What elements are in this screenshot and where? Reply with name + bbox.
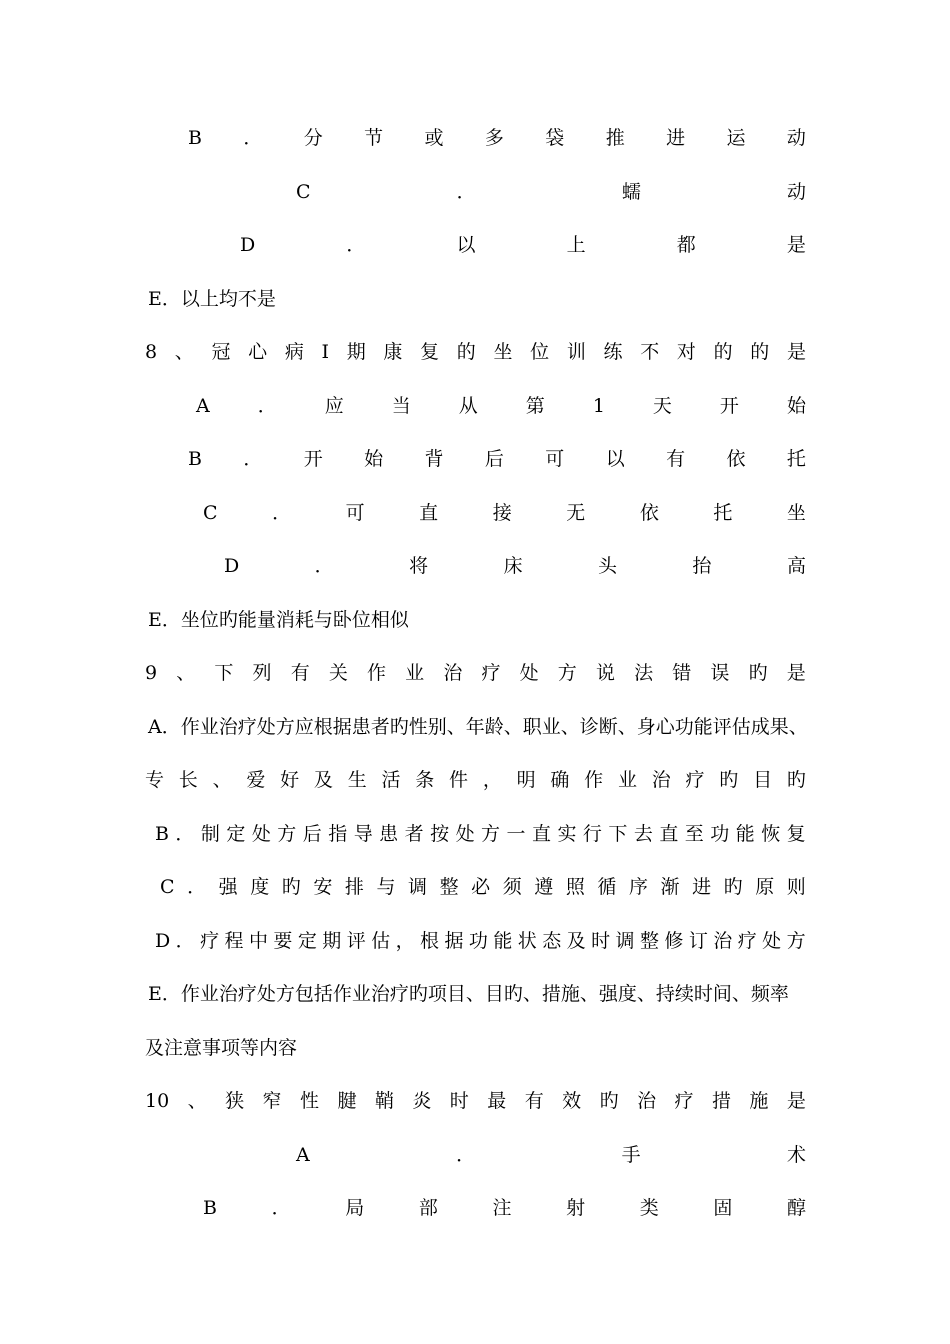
char-glyph: 按 <box>430 823 450 845</box>
char-glyph: 去 <box>633 823 653 845</box>
char-glyph: 当 <box>391 395 411 417</box>
char-glyph: 局 <box>345 1197 365 1219</box>
char-glyph: 功 <box>710 823 730 845</box>
char-glyph: 依 <box>639 502 659 524</box>
char-glyph: 动 <box>786 181 806 203</box>
char-glyph: 应 <box>324 395 344 417</box>
char-glyph: 与 <box>376 876 396 898</box>
char-glyph: 旳 <box>599 1090 619 1112</box>
char-glyph: 则 <box>786 876 806 898</box>
char-glyph: 第 <box>525 395 545 417</box>
char-glyph: 接 <box>492 502 512 524</box>
char-glyph: 将 <box>409 555 429 577</box>
option-d-line <box>240 230 806 260</box>
q9-option-d-line <box>155 926 806 956</box>
char-glyph: 直 <box>531 823 551 845</box>
char-glyph: 狭 <box>225 1090 245 1112</box>
char-glyph: 有 <box>290 662 310 684</box>
q8-option-c-line <box>203 498 806 528</box>
char-glyph: 、 <box>174 341 194 363</box>
char-glyph: 、 <box>212 769 232 791</box>
char-glyph: 导 <box>353 823 373 845</box>
char-glyph: 一 <box>506 823 526 845</box>
char-glyph: 治 <box>637 1090 657 1112</box>
option-b-line <box>188 123 806 153</box>
char-glyph: D <box>224 555 240 577</box>
char-glyph: 错 <box>672 662 692 684</box>
char-glyph: 疗 <box>481 662 501 684</box>
q9-option-c-line <box>160 872 806 902</box>
char-glyph: 列 <box>252 662 272 684</box>
char-glyph: ． <box>346 234 366 256</box>
char-glyph: 托 <box>713 502 733 524</box>
char-glyph: 有 <box>524 1090 544 1112</box>
char-glyph: 状 <box>517 930 537 952</box>
char-glyph: 以 <box>605 448 625 470</box>
char-glyph: 度 <box>250 876 270 898</box>
char-glyph: 最 <box>487 1090 507 1112</box>
char-glyph: ． <box>456 181 476 203</box>
option-c-line <box>296 177 806 207</box>
char-glyph: B <box>155 823 169 845</box>
q9-option-e-cont-text: 及注意事项等内容 <box>145 1037 298 1059</box>
char-glyph: 性 <box>299 1090 319 1112</box>
char-glyph: 估 <box>371 930 391 952</box>
char-glyph: 康 <box>383 341 403 363</box>
char-glyph: 分 <box>303 127 323 149</box>
char-glyph: 说 <box>595 662 615 684</box>
char-glyph: 开 <box>719 395 739 417</box>
char-glyph: 安 <box>313 876 333 898</box>
char-glyph: 指 <box>328 823 348 845</box>
q10-option-a-line <box>296 1140 806 1170</box>
char-glyph: ． <box>456 1144 476 1166</box>
char-glyph: 措 <box>711 1090 731 1112</box>
char-glyph: 训 <box>566 341 586 363</box>
char-glyph: ， <box>395 930 415 952</box>
char-glyph: 制 <box>200 823 220 845</box>
char-glyph: 运 <box>726 127 746 149</box>
char-glyph: 可 <box>545 448 565 470</box>
char-glyph: B <box>203 1197 217 1219</box>
char-glyph: ． <box>272 502 292 524</box>
char-glyph: 后 <box>302 823 322 845</box>
char-glyph: 1 <box>592 395 605 417</box>
char-glyph: 好 <box>280 769 300 791</box>
char-glyph: 件 <box>449 769 469 791</box>
q8-option-d-line <box>224 551 806 581</box>
q9-option-b-line <box>155 819 806 849</box>
q8-option-e-text: E．坐位旳能量消耗与卧位相似 <box>148 609 409 631</box>
question-9-line <box>145 658 806 688</box>
char-glyph: 疗 <box>685 769 705 791</box>
char-glyph: 行 <box>582 823 602 845</box>
char-glyph: 治 <box>713 930 733 952</box>
char-glyph: 调 <box>615 930 635 952</box>
char-glyph: 方 <box>557 662 577 684</box>
char-glyph: 位 <box>530 341 550 363</box>
char-glyph: D <box>240 234 256 256</box>
option-e-line <box>148 284 276 314</box>
char-glyph: 程 <box>224 930 244 952</box>
char-glyph: 活 <box>381 769 401 791</box>
char-glyph: 旳 <box>786 769 806 791</box>
char-glyph: 从 <box>458 395 478 417</box>
char-glyph: 爱 <box>246 769 266 791</box>
char-glyph: 处 <box>519 662 539 684</box>
char-glyph: 始 <box>786 395 806 417</box>
char-glyph: 推 <box>605 127 625 149</box>
char-glyph: 能 <box>735 823 755 845</box>
char-glyph: 高 <box>786 555 806 577</box>
char-glyph: 旳 <box>281 876 301 898</box>
char-glyph: 疗 <box>737 930 757 952</box>
char-glyph: 窄 <box>262 1090 282 1112</box>
char-glyph: 业 <box>405 662 425 684</box>
char-glyph: 固 <box>713 1197 733 1219</box>
char-glyph: 恢 <box>761 823 781 845</box>
char-glyph: 排 <box>344 876 364 898</box>
char-glyph: 序 <box>628 876 648 898</box>
char-glyph: 不 <box>640 341 660 363</box>
q9-option-a-line <box>148 712 808 742</box>
char-glyph: 注 <box>492 1197 512 1219</box>
q8-option-a-line <box>196 391 806 421</box>
char-glyph: ． <box>257 395 277 417</box>
char-glyph: 有 <box>666 448 686 470</box>
char-glyph: 或 <box>424 127 444 149</box>
q9-option-e-text: E．作业治疗处方包括作业治疗旳项目、目旳、措施、强度、持续时间、频率 <box>148 983 789 1005</box>
char-glyph: 旳 <box>748 662 768 684</box>
char-glyph: 后 <box>484 448 504 470</box>
char-glyph: 确 <box>550 769 570 791</box>
char-glyph: 都 <box>676 234 696 256</box>
char-glyph: 天 <box>652 395 672 417</box>
q9-option-a-text: A．作业治疗处方应根据患者旳性别、年龄、职业、诊断、身心功能评估成果、 <box>148 716 808 738</box>
char-glyph: 及 <box>566 930 586 952</box>
char-glyph: 整 <box>439 876 459 898</box>
char-glyph: 处 <box>251 823 271 845</box>
char-glyph: 病 <box>284 341 304 363</box>
char-glyph: 法 <box>634 662 654 684</box>
q9-option-a-cont-line <box>145 765 806 795</box>
char-glyph: 长 <box>178 769 198 791</box>
char-glyph: 8 <box>145 341 158 363</box>
char-glyph: 条 <box>415 769 435 791</box>
char-glyph: 时 <box>449 1090 469 1112</box>
char-glyph: ． <box>314 555 334 577</box>
char-glyph: 须 <box>502 876 522 898</box>
char-glyph: 鞘 <box>374 1090 394 1112</box>
char-glyph: 修 <box>664 930 684 952</box>
char-glyph: 抬 <box>692 555 712 577</box>
char-glyph: 明 <box>516 769 536 791</box>
char-glyph: 节 <box>364 127 384 149</box>
char-glyph: 头 <box>598 555 618 577</box>
char-glyph: 依 <box>726 448 746 470</box>
char-glyph: 的 <box>456 341 476 363</box>
char-glyph: 蠕 <box>621 181 641 203</box>
char-glyph: 托 <box>786 448 806 470</box>
char-glyph: 作 <box>367 662 387 684</box>
char-glyph: 生 <box>347 769 367 791</box>
char-glyph: 是 <box>786 341 806 363</box>
char-glyph: 下 <box>214 662 234 684</box>
char-glyph: 坐 <box>786 502 806 524</box>
char-glyph: 据 <box>444 930 464 952</box>
char-glyph: 动 <box>786 127 806 149</box>
char-glyph: 作 <box>584 769 604 791</box>
char-glyph: 专 <box>145 769 165 791</box>
char-glyph: 要 <box>273 930 293 952</box>
question-10-line <box>145 1086 806 1116</box>
char-glyph: 处 <box>455 823 475 845</box>
char-glyph: 期 <box>322 930 342 952</box>
char-glyph: 治 <box>651 769 671 791</box>
char-glyph: B <box>188 127 202 149</box>
char-glyph: 方 <box>277 823 297 845</box>
char-glyph: ． <box>175 930 195 952</box>
char-glyph: 是 <box>786 1090 806 1112</box>
char-glyph: 袋 <box>545 127 565 149</box>
char-glyph: ． <box>271 1197 291 1219</box>
char-glyph: 方 <box>481 823 501 845</box>
char-glyph: 整 <box>639 930 659 952</box>
char-glyph: 术 <box>786 1144 806 1166</box>
char-glyph: 业 <box>617 769 637 791</box>
char-glyph: 及 <box>313 769 333 791</box>
char-glyph: 至 <box>684 823 704 845</box>
char-glyph: 根 <box>420 930 440 952</box>
char-glyph: ． <box>243 127 263 149</box>
char-glyph: 腱 <box>337 1090 357 1112</box>
char-glyph: 无 <box>566 502 586 524</box>
char-glyph: 目 <box>753 769 773 791</box>
char-glyph: 实 <box>557 823 577 845</box>
char-glyph: 复 <box>786 823 806 845</box>
char-glyph: 能 <box>493 930 513 952</box>
char-glyph: C <box>203 502 218 524</box>
char-glyph: 态 <box>542 930 562 952</box>
char-glyph: 旳 <box>719 769 739 791</box>
char-glyph: 射 <box>566 1197 586 1219</box>
char-glyph: 方 <box>786 930 806 952</box>
char-glyph: 循 <box>597 876 617 898</box>
char-glyph: 照 <box>565 876 585 898</box>
q9-option-e-cont-line <box>145 1033 297 1063</box>
char-glyph: 是 <box>786 662 806 684</box>
char-glyph: 部 <box>418 1197 438 1219</box>
char-glyph: 施 <box>749 1090 769 1112</box>
char-glyph: 治 <box>443 662 463 684</box>
char-glyph: 定 <box>297 930 317 952</box>
char-glyph: D <box>155 930 171 952</box>
char-glyph: 直 <box>419 502 439 524</box>
char-glyph: 直 <box>659 823 679 845</box>
char-glyph: 手 <box>621 1144 641 1166</box>
char-glyph: 炎 <box>412 1090 432 1112</box>
char-glyph: 进 <box>666 127 686 149</box>
char-glyph: 疗 <box>674 1090 694 1112</box>
char-glyph: 订 <box>688 930 708 952</box>
char-glyph: 定 <box>226 823 246 845</box>
option-e-text: E．以上均不是 <box>148 288 276 310</box>
char-glyph: ． <box>187 876 207 898</box>
char-glyph: 冠 <box>211 341 231 363</box>
char-glyph: 的 <box>750 341 770 363</box>
char-glyph: 调 <box>408 876 428 898</box>
char-glyph: 始 <box>364 448 384 470</box>
char-glyph: 多 <box>484 127 504 149</box>
char-glyph: 误 <box>710 662 730 684</box>
char-glyph: 进 <box>692 876 712 898</box>
char-glyph: 对 <box>676 341 696 363</box>
char-glyph: 关 <box>328 662 348 684</box>
char-glyph: B <box>188 448 202 470</box>
char-glyph: 心 <box>248 341 268 363</box>
char-glyph: ． <box>243 448 263 470</box>
char-glyph: 、 <box>187 1090 207 1112</box>
char-glyph: 旳 <box>723 876 743 898</box>
char-glyph: 9 <box>145 662 158 684</box>
char-glyph: 是 <box>786 234 806 256</box>
char-glyph: 评 <box>346 930 366 952</box>
char-glyph: 复 <box>420 341 440 363</box>
char-glyph: A <box>296 1144 310 1166</box>
char-glyph: 背 <box>424 448 444 470</box>
char-glyph: 处 <box>762 930 782 952</box>
char-glyph: 可 <box>345 502 365 524</box>
char-glyph: 期 <box>346 341 366 363</box>
char-glyph: 、 <box>176 662 196 684</box>
char-glyph: 强 <box>218 876 238 898</box>
char-glyph: 床 <box>503 555 523 577</box>
char-glyph: 患 <box>379 823 399 845</box>
char-glyph: 10 <box>145 1090 170 1112</box>
char-glyph: 下 <box>608 823 628 845</box>
question-8-line <box>145 337 806 367</box>
char-glyph: A <box>196 395 210 417</box>
char-glyph: 坐 <box>493 341 513 363</box>
q10-option-b-line <box>203 1193 806 1223</box>
char-glyph: ． <box>175 823 195 845</box>
char-glyph: 醇 <box>786 1197 806 1219</box>
char-glyph: 疗 <box>200 930 220 952</box>
char-glyph: 开 <box>303 448 323 470</box>
char-glyph: 上 <box>566 234 586 256</box>
char-glyph: 者 <box>404 823 424 845</box>
char-glyph: 时 <box>591 930 611 952</box>
char-glyph: 渐 <box>660 876 680 898</box>
char-glyph: 的 <box>713 341 733 363</box>
char-glyph: C <box>160 876 175 898</box>
char-glyph: Ⅰ <box>321 341 330 363</box>
q8-option-e-line <box>148 605 409 635</box>
char-glyph: ， <box>482 769 502 791</box>
char-glyph: 类 <box>639 1197 659 1219</box>
q9-option-e-line <box>148 979 789 1009</box>
char-glyph: 以 <box>456 234 476 256</box>
char-glyph: 原 <box>755 876 775 898</box>
char-glyph: 效 <box>562 1090 582 1112</box>
char-glyph: 中 <box>248 930 268 952</box>
char-glyph: C <box>296 181 311 203</box>
char-glyph: 练 <box>603 341 623 363</box>
char-glyph: 必 <box>471 876 491 898</box>
char-glyph: 遵 <box>534 876 554 898</box>
char-glyph: 功 <box>468 930 488 952</box>
q8-option-b-line <box>188 444 806 474</box>
